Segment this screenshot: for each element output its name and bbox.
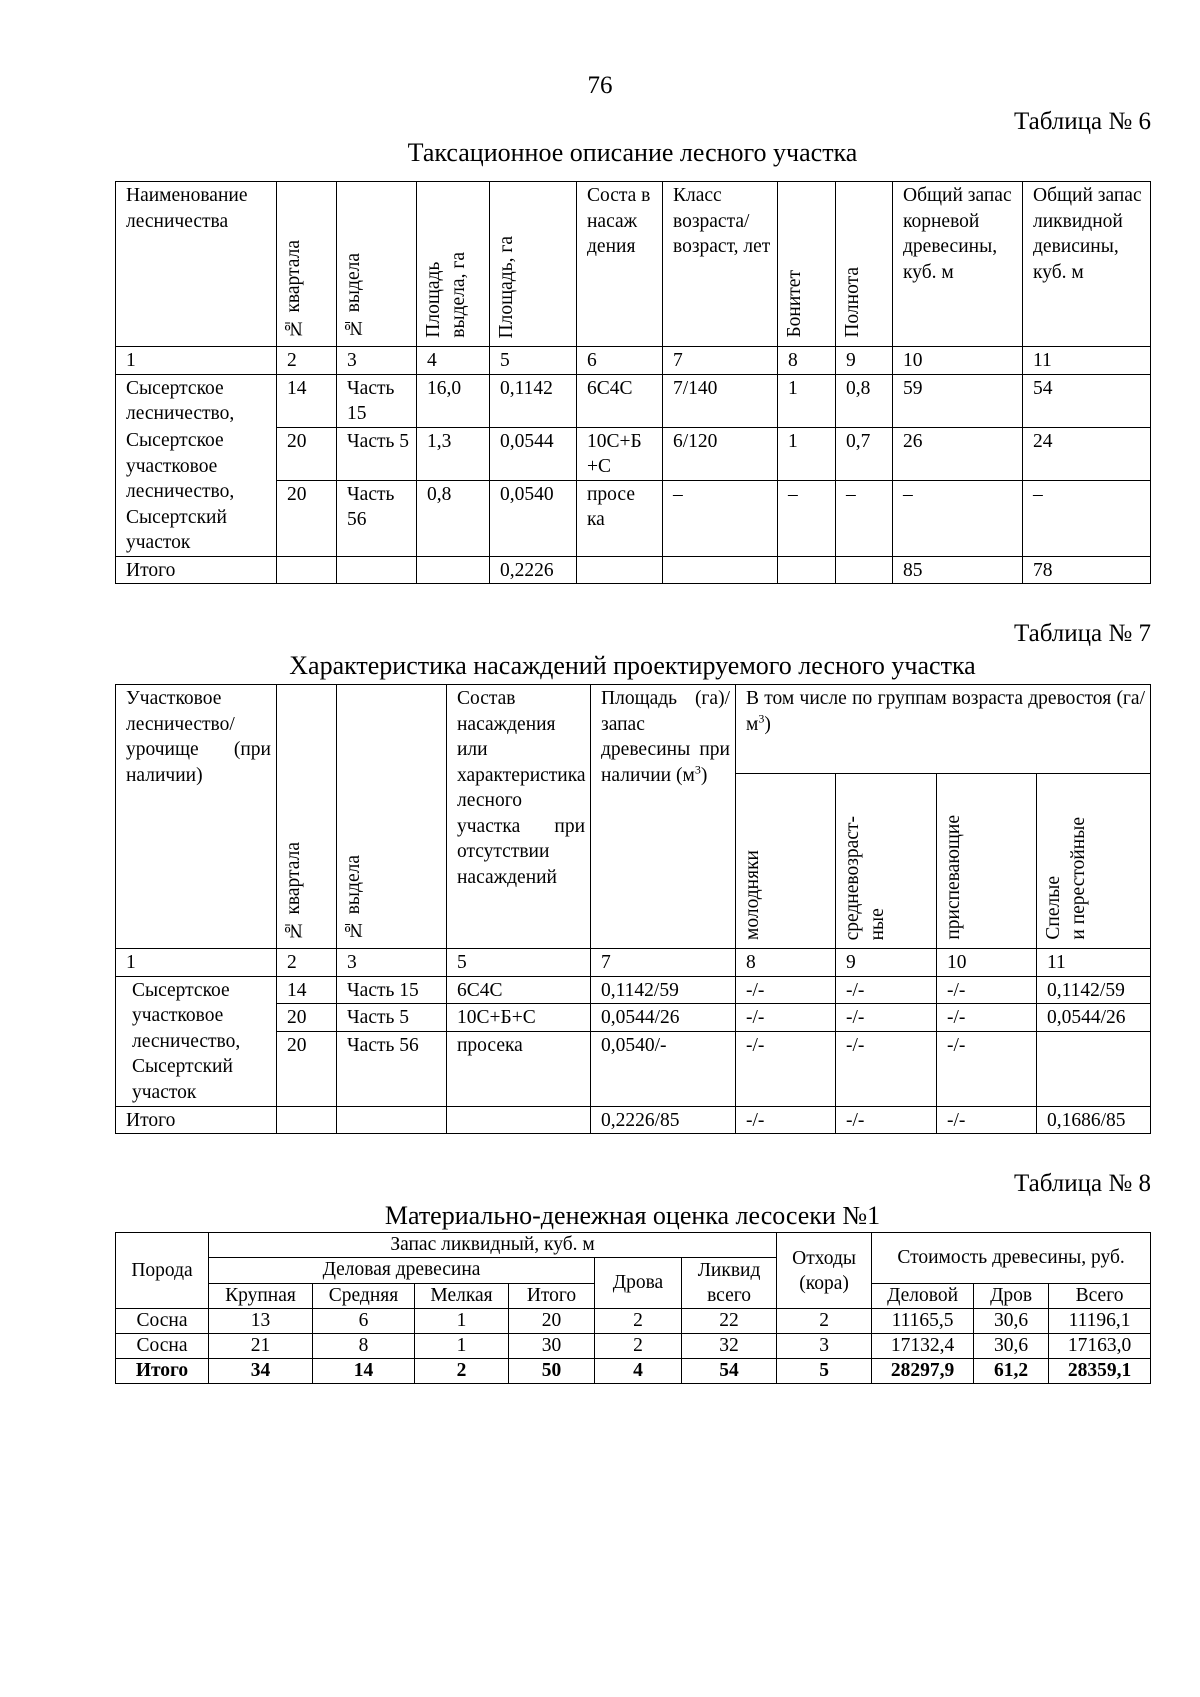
t7-cell: -/- <box>836 976 937 1004</box>
t6-cell: 14 <box>277 374 337 427</box>
t6-total <box>663 556 778 584</box>
t6-cell: 7/140 <box>663 374 778 427</box>
table7 <box>115 684 1151 1134</box>
t6-cell: 20 <box>277 427 337 480</box>
t6-colnum: 5 <box>490 347 577 375</box>
t8-header-subtotal: Итого <box>509 1283 595 1309</box>
t6-cell: просе ка <box>577 480 663 556</box>
t7-cell: 0,0544/26 <box>591 1004 736 1032</box>
t6-colnum: 11 <box>1023 347 1151 375</box>
t8-total: 14 <box>313 1359 415 1384</box>
t6-total <box>778 556 836 584</box>
t7-total: -/- <box>736 1106 836 1134</box>
t7-header-quarter: № квартала <box>277 685 337 949</box>
t6-header-density: Полнота <box>836 182 893 347</box>
t6-total: 0,2226 <box>490 556 577 584</box>
t7-total <box>447 1106 591 1134</box>
t6-cell: Часть 56 <box>337 480 417 556</box>
t8-cell: Сосна <box>116 1334 209 1359</box>
t7-cell: -/- <box>736 1004 836 1032</box>
t8-header-business: Деловая древесина <box>209 1258 595 1284</box>
table6-label: Таблица № 6 <box>1013 108 1151 135</box>
table-row <box>116 1334 1151 1359</box>
table7-total-row <box>116 1106 1151 1134</box>
t8-cell: 20 <box>509 1309 595 1334</box>
t8-header-cost-total: Всего <box>1049 1283 1151 1309</box>
table-row <box>116 1309 1151 1334</box>
t6-colnum: 1 <box>116 347 277 375</box>
t6-colnum: 10 <box>893 347 1023 375</box>
t8-cell: 22 <box>682 1309 777 1334</box>
t6-cell: – <box>663 480 778 556</box>
table8 <box>115 1232 1151 1384</box>
t8-cell: 30,6 <box>974 1309 1049 1334</box>
table-row <box>116 374 1151 427</box>
t7-colnum: 1 <box>116 949 277 977</box>
t6-colnum: 4 <box>417 347 490 375</box>
t6-cell: – <box>778 480 836 556</box>
t8-cell: 1 <box>415 1334 509 1359</box>
t8-cell: 13 <box>209 1309 313 1334</box>
t7-header-composition: Состав насаждения или характеристика лесного участка при отсутствии насаждений <box>447 685 591 949</box>
t7-cell: просека <box>447 1031 591 1106</box>
t8-header-liquid-total: Ликвид всего <box>682 1258 777 1309</box>
t8-header-species: Порода <box>116 1233 209 1309</box>
table-row <box>116 976 1151 1004</box>
t7-colnum: 5 <box>447 949 591 977</box>
t6-colnum: 2 <box>277 347 337 375</box>
t6-cell: 1 <box>778 427 836 480</box>
t6-cell: Часть 15 <box>337 374 417 427</box>
t7-total: 0,1686/85 <box>1037 1106 1151 1134</box>
table7-colnum-row <box>116 949 1151 977</box>
t7-forestry-name: Сысертское участковое лесничество, Сысертский участок <box>116 976 277 1106</box>
t6-header-age-class: Класс возраста/ возраст, лет <box>663 182 778 347</box>
t6-cell: 0,1142 <box>490 374 577 427</box>
t6-total: 85 <box>893 556 1023 584</box>
table7-label: Таблица № 7 <box>1013 620 1151 647</box>
t6-total <box>337 556 417 584</box>
t6-total <box>277 556 337 584</box>
t6-total: 78 <box>1023 556 1151 584</box>
t7-cell: 0,1142/59 <box>1037 976 1151 1004</box>
t8-total: 5 <box>777 1359 872 1384</box>
t7-cell: -/- <box>736 976 836 1004</box>
t7-total: -/- <box>836 1106 937 1134</box>
table8-label: Таблица № 8 <box>1013 1170 1151 1197</box>
t8-cell: 21 <box>209 1334 313 1359</box>
t6-header-quarter: № квартала <box>277 182 337 347</box>
t7-cell: 0,1142/59 <box>591 976 736 1004</box>
t7-total <box>277 1106 337 1134</box>
t6-total <box>577 556 663 584</box>
t7-total <box>337 1106 447 1134</box>
table6 <box>115 181 1151 584</box>
t8-header-waste: Отходы (кора) <box>777 1233 872 1309</box>
t8-cell: 3 <box>777 1334 872 1359</box>
t8-cell: 2 <box>595 1309 682 1334</box>
t6-cell: 0,0540 <box>490 480 577 556</box>
t6-cell: – <box>836 480 893 556</box>
t8-cell: 6 <box>313 1309 415 1334</box>
t6-cell: 59 <box>893 374 1023 427</box>
t7-cell: -/- <box>937 976 1037 1004</box>
t8-cell: 8 <box>313 1334 415 1359</box>
t7-cell: -/- <box>937 1004 1037 1032</box>
t7-cell <box>1037 1031 1151 1106</box>
t7-colnum: 9 <box>836 949 937 977</box>
table8-title: Материально-денежная оценка лесосеки №1 <box>384 1201 881 1230</box>
t8-total: 2 <box>415 1359 509 1384</box>
t7-header-plot: № выдела <box>337 685 447 949</box>
t7-cell: 20 <box>277 1004 337 1032</box>
t8-total: 61,2 <box>974 1359 1049 1384</box>
t6-cell: 0,8 <box>836 374 893 427</box>
t7-cell: Часть 15 <box>337 976 447 1004</box>
t8-cell: 17163,0 <box>1049 1334 1151 1359</box>
t6-colnum: 9 <box>836 347 893 375</box>
t6-header-bonitet: Бонитет <box>778 182 836 347</box>
t7-cell: 0,0540/- <box>591 1031 736 1106</box>
t6-forestry-name-b: Сысертское участковое лесничество, Сысертский участок <box>116 427 277 556</box>
t6-cell: 16,0 <box>417 374 490 427</box>
t8-cell: 11196,1 <box>1049 1309 1151 1334</box>
t6-header-liquid-stock: Общий запас ликвидной девисины, куб. м <box>1023 182 1151 347</box>
t8-total: 54 <box>682 1359 777 1384</box>
table7-header-row-1 <box>116 685 1151 774</box>
t6-total <box>836 556 893 584</box>
table8-total-row <box>116 1359 1151 1384</box>
t6-cell: 20 <box>277 480 337 556</box>
t7-cell: 0,0544/26 <box>1037 1004 1151 1032</box>
t7-cell: -/- <box>937 1031 1037 1106</box>
t8-total: Итого <box>116 1359 209 1384</box>
table6-title: Таксационное описание лесного участка <box>407 138 858 167</box>
t6-header-area: Площадь, га <box>490 182 577 347</box>
t7-cell: 14 <box>277 976 337 1004</box>
t6-cell: 0,0544 <box>490 427 577 480</box>
t6-cell: Часть 5 <box>337 427 417 480</box>
t6-cell: 0,7 <box>836 427 893 480</box>
t7-total: 0,2226/85 <box>591 1106 736 1134</box>
t6-header-plot: № выдела <box>337 182 417 347</box>
t8-header-firewood: Дрова <box>595 1258 682 1309</box>
t6-cell: 6С4С <box>577 374 663 427</box>
t7-header-middle: средневозраст- ные <box>836 774 937 949</box>
t8-cell: 1 <box>415 1309 509 1334</box>
t6-forestry-name-a: Сысертское лесничество, <box>116 374 277 427</box>
t8-cell: 32 <box>682 1334 777 1359</box>
t7-header-young: молодняки <box>736 774 836 949</box>
t8-header-cost: Стоимость древесины, руб. <box>872 1233 1151 1284</box>
t8-header-medium: Средняя <box>313 1283 415 1309</box>
table6-header-row <box>116 182 1151 347</box>
t6-header-root-stock: Общий запас корневой древесины, куб. м <box>893 182 1023 347</box>
t7-cell: -/- <box>836 1004 937 1032</box>
t8-cell: 17132,4 <box>872 1334 974 1359</box>
t8-total: 34 <box>209 1359 313 1384</box>
t8-header-large: Крупная <box>209 1283 313 1309</box>
t7-cell: -/- <box>836 1031 937 1106</box>
t6-colnum: 8 <box>778 347 836 375</box>
t8-total: 28359,1 <box>1049 1359 1151 1384</box>
t8-total: 28297,9 <box>872 1359 974 1384</box>
page-number: 76 <box>587 72 613 99</box>
t8-cell: 11165,5 <box>872 1309 974 1334</box>
t7-cell: Часть 56 <box>337 1031 447 1106</box>
table6-total-row <box>116 556 1151 584</box>
t8-cell: 2 <box>595 1334 682 1359</box>
t7-cell: 20 <box>277 1031 337 1106</box>
t7-colnum: 7 <box>591 949 736 977</box>
t6-cell: 54 <box>1023 374 1151 427</box>
t6-cell: 10С+Б +С <box>577 427 663 480</box>
t7-total: -/- <box>937 1106 1037 1134</box>
t6-colnum: 7 <box>663 347 778 375</box>
t6-colnum: 6 <box>577 347 663 375</box>
t7-colnum: 2 <box>277 949 337 977</box>
t8-cell: Сосна <box>116 1309 209 1334</box>
t6-cell: – <box>893 480 1023 556</box>
t6-cell: 0,8 <box>417 480 490 556</box>
table-row <box>116 427 1151 480</box>
t6-header-composition: Соста в насаж дения <box>577 182 663 347</box>
t6-colnum: 3 <box>337 347 417 375</box>
t6-cell: 6/120 <box>663 427 778 480</box>
t7-colnum: 8 <box>736 949 836 977</box>
t6-header-plot-area: Площадь выдела, га <box>417 182 490 347</box>
t8-header-liquid: Запас ликвидный, куб. м <box>209 1233 777 1258</box>
t8-total: 4 <box>595 1359 682 1384</box>
t7-cell: -/- <box>736 1031 836 1106</box>
t7-cell: 6С4С <box>447 976 591 1004</box>
t6-total <box>417 556 490 584</box>
table7-title: Характеристика насаждений проектируемого лесного участка <box>289 651 976 680</box>
t6-cell: 1,3 <box>417 427 490 480</box>
t7-total: Итого <box>116 1106 277 1134</box>
t7-cell: 10С+Б+С <box>447 1004 591 1032</box>
t7-colnum: 3 <box>337 949 447 977</box>
t8-header-cost-business: Деловой <box>872 1283 974 1309</box>
t8-cell: 30,6 <box>974 1334 1049 1359</box>
t8-cell: 2 <box>777 1309 872 1334</box>
table8-header-row-1 <box>116 1233 1151 1258</box>
t7-colnum: 11 <box>1037 949 1151 977</box>
t7-header-forestry: Участковое лесничество/ урочище (при наличии) <box>116 685 277 949</box>
t7-header-area: Площадь (га)/ запас древесины при наличии $(м^3)$ <box>591 685 736 949</box>
t6-cell: – <box>1023 480 1151 556</box>
table6-colnum-row <box>116 347 1151 375</box>
t8-total: 50 <box>509 1359 595 1384</box>
t6-cell: 24 <box>1023 427 1151 480</box>
t8-header-cost-firewood: Дров <box>974 1283 1049 1309</box>
t7-header-groups: В том числе по группам возраста древостоя (га/ $м^3$) <box>736 685 1151 774</box>
t8-header-small: Мелкая <box>415 1283 509 1309</box>
t6-cell: 1 <box>778 374 836 427</box>
t6-header-forestry: Наименование лесничества <box>116 182 277 347</box>
t6-cell: 26 <box>893 427 1023 480</box>
t8-cell: 30 <box>509 1334 595 1359</box>
t7-header-mature: Спелые и перестойные <box>1037 774 1151 949</box>
t7-cell: Часть 5 <box>337 1004 447 1032</box>
t6-total: Итого <box>116 556 277 584</box>
t7-header-ripening: приспевающие <box>937 774 1037 949</box>
t7-colnum: 10 <box>937 949 1037 977</box>
